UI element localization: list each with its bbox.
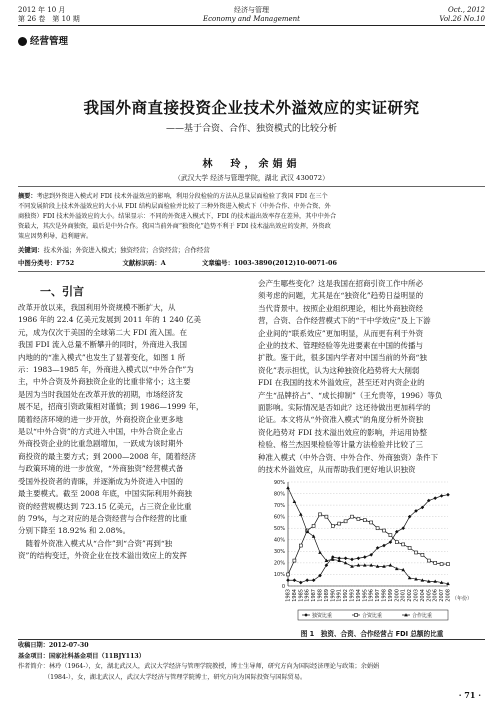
- text-line: 元，成为仅次于美国的全球第二大 FDI 流入国。在: [18, 327, 187, 337]
- y-tick-label: 20%: [273, 560, 285, 567]
- y-tick-label: 70%: [273, 502, 285, 509]
- data-point: [357, 556, 361, 560]
- data-point: [293, 578, 297, 582]
- footnote-rule: [18, 639, 485, 640]
- data-point: [421, 553, 424, 556]
- abstract-line: 资最大，其次是外商独资，最后是中外合作。我国当前外商“独资化”趋势不利于 FDI 技术溢出效应的发挥，外资政: [18, 223, 331, 230]
- affiliation: （武汉大学 经济与管理学院，湖北 武汉 430072）: [174, 174, 329, 182]
- x-tick-label: 1983: [285, 589, 292, 602]
- legend-marker: [355, 614, 358, 617]
- y-tick-label: 90%: [273, 479, 285, 486]
- data-point: [389, 534, 392, 537]
- article-number: 文章编号：1003-3890(2012)10-0071-06: [202, 259, 337, 267]
- x-tick-label: 1985: [298, 589, 305, 602]
- figure-1: [258, 478, 486, 640]
- data-point: [351, 515, 354, 518]
- text-line: 企业的技术、管理经验等先进要素在中国的传播与: [258, 341, 423, 351]
- text-line: 商投资的最主要方式；到 2000—2008 年，随着经济: [18, 451, 196, 461]
- text-line: 随着外资准入模式从“合作”到“合资”再到“独: [18, 538, 173, 548]
- text-line: 论证。本文将从“外资准入模式”的角度分析外资独: [258, 415, 424, 425]
- abstract-line: 不同发展阶段上技术外溢效应的大小从 FDI 结构层面检验并比较了三种外资进入模式下（中外合作、中外合资、外: [18, 203, 331, 210]
- data-point: [446, 493, 450, 497]
- doc-code: 文献标识码：A: [122, 259, 166, 267]
- data-point: [434, 561, 437, 564]
- x-tick-label: 2005: [426, 589, 433, 602]
- data-point: [408, 546, 411, 549]
- data-point: [312, 524, 315, 527]
- data-point: [319, 513, 322, 516]
- abstract-label: 摘要：: [18, 193, 37, 200]
- data-point: [299, 581, 303, 585]
- data-point: [344, 520, 347, 523]
- line-chart: [258, 478, 486, 626]
- figure-caption: 图 1 独资、合资、合作经营占 FDI 总额的比重: [300, 630, 444, 638]
- text-line: 资化”表示担忧，认为这种独资化趋势将大大削弱: [258, 365, 420, 375]
- text-line: 须考虑的问题，尤其是在“独资化”趋势日益明显的: [258, 291, 424, 301]
- keywords: [18, 245, 485, 255]
- x-tick-label: 1994: [355, 589, 362, 602]
- data-point: [427, 559, 430, 562]
- series-line-1: [288, 495, 448, 583]
- header-date: 2012 年 10 月: [18, 6, 66, 14]
- text-line: 扩散。鉴于此，很多国内学者对中国当前的外商“独: [258, 353, 427, 363]
- text-line: 面影响。实际情况是否如此？这还待做出更加科学的: [258, 403, 431, 413]
- abstract-line: 商独资）FDI 技术外溢效应的大小。结果显示：不同的外资进入模式下，FDI 的技术溢出效率存在差异，其中中外合: [18, 213, 337, 220]
- x-tick-label: 1993: [349, 589, 356, 602]
- x-tick-label: 2001: [400, 589, 407, 602]
- clc-number: 中图分类号：F752: [18, 259, 75, 267]
- x-tick-label: 1997: [375, 589, 382, 602]
- header-volume: 第 26 卷 第 10 期: [18, 15, 80, 23]
- y-tick-label: 0: [281, 583, 285, 590]
- received-date: 收稿日期：2012-07-30: [18, 642, 89, 649]
- x-tick-label: 1996: [368, 589, 375, 602]
- x-tick-label: 1986: [304, 589, 311, 602]
- data-point: [350, 558, 354, 562]
- y-tick-label: 80%: [273, 491, 285, 498]
- text-line: 随着经济环境的进一步开放，外商投资企业更多地: [18, 414, 183, 424]
- header-journal-en: Economy and Management: [203, 15, 300, 23]
- left-column: [18, 302, 246, 563]
- authors: 林 玲，余娟娟: [202, 159, 301, 170]
- x-tick-label: 1990: [330, 589, 337, 602]
- text-line: 内地的的“准入模式”也发生了显著变化，如图 1 所: [18, 352, 186, 362]
- legend-label: 合资比重: [362, 613, 383, 619]
- text-line: 种准入模式（中外合资、中外合作、外商独资）条件下: [258, 452, 438, 462]
- data-point: [286, 578, 290, 582]
- text-line: 我国 FDI 流入总量不断攀升的同时，外商进入我国: [18, 340, 187, 350]
- x-tick-label: 1989: [323, 589, 330, 602]
- x-tick-label: 1998: [381, 589, 388, 602]
- data-point: [325, 515, 328, 518]
- y-tick-label: 10%: [273, 572, 285, 579]
- section-tag: [18, 33, 68, 47]
- data-point: [286, 486, 290, 489]
- y-tick-label: 60%: [273, 514, 285, 521]
- text-line: 分别下降至 18.92% 和 2.08%。: [18, 526, 131, 536]
- data-point: [305, 578, 309, 582]
- data-point: [389, 540, 393, 544]
- abstract-rule-top: [18, 186, 485, 187]
- data-point: [331, 524, 334, 527]
- x-tick-label: 1999: [387, 589, 394, 602]
- legend-marker: [304, 613, 308, 617]
- article-title: 我国外商直接投资企业技术外溢效应的实证研究: [83, 99, 420, 117]
- header-rule: [18, 25, 485, 26]
- text-line: 资的经营规模达到 723.15 亿美元，占三资企业比重: [18, 501, 192, 511]
- legend-label: 合作比重: [412, 613, 433, 619]
- data-point: [382, 544, 386, 548]
- text-line: 企业间的“联系效应”更加明显，从而更有利于外资: [258, 328, 424, 338]
- data-point: [433, 496, 437, 500]
- x-tick-label: 2003: [413, 589, 420, 602]
- text-line: 营，合资、合作经营模式下的“干中学效应”及上下游: [258, 316, 431, 326]
- text-line: 是以“中外合资”的方式进入中国，中外合资企业占: [18, 427, 184, 437]
- data-point: [401, 526, 405, 530]
- x-tick-label: 2000: [394, 589, 401, 602]
- data-point: [395, 541, 398, 544]
- y-tick-label: 50%: [273, 526, 285, 533]
- data-point: [440, 494, 444, 498]
- text-line: 外商投资企业的比重急剧增加，一跃成为该时期外: [18, 439, 183, 449]
- data-point: [395, 530, 399, 534]
- text-line: 产生“品牌挤占”、“成长抑制”（王允贵等，1996）等负: [258, 390, 443, 400]
- data-point: [344, 556, 348, 560]
- x-tick-label: 2002: [407, 589, 414, 602]
- data-point: [389, 563, 393, 566]
- data-point: [363, 555, 367, 559]
- x-tick-label: 2006: [432, 589, 439, 602]
- series-line-3: [288, 488, 448, 584]
- right-column: [258, 278, 486, 477]
- section-tag-label: 经营管理: [30, 36, 69, 47]
- text-line: 资化趋势对 FDI 技术溢出效应的影响，并运用协整: [258, 427, 427, 437]
- text-line: 受国外投资者的青睐，并逐渐成为外资进入中国的: [18, 476, 183, 486]
- text-line: 1986 年的 22.4 亿美元发展到 2011 年的 1 240 亿美: [18, 315, 202, 325]
- header-journal: 经济与管理: [234, 6, 269, 14]
- header-date-en: Oct., 2012: [448, 6, 485, 14]
- footnotes: [18, 641, 485, 683]
- abstract-line: 摘要：考虑到外资进入模式对 FDI 技术外溢效应的影响，利用分段检验的方法从总量层面检验了我国 FDI 在三个: [18, 193, 328, 200]
- x-tick-label: 1995: [362, 589, 369, 602]
- data-point: [402, 543, 405, 546]
- text-line: 主，中外合资及外商独资企业的比重非常小；这主要: [18, 377, 191, 387]
- fund-info: 基金项目：国家社科基金项目（11BJY113）: [18, 652, 145, 660]
- text-line: 最主要模式。截至 2008 年底，中国实际利用外商独: [18, 489, 192, 499]
- text-line: FDI 在我国的技术外溢效应，甚至还对内资企业的: [258, 378, 425, 388]
- data-point: [357, 517, 360, 520]
- abstract-rule-bottom: [18, 271, 485, 272]
- header-volume-en: Vol.26 No.10: [439, 15, 485, 23]
- data-point: [370, 521, 373, 524]
- text-line: 会产生哪些变化？这是我国在招商引资工作中所必: [258, 279, 423, 288]
- data-point: [415, 551, 418, 554]
- data-point: [363, 519, 366, 522]
- section-heading: 一、引言: [40, 285, 84, 298]
- text-line: 的技术外溢效应，从而帮助我们更好地认识独资: [258, 465, 416, 475]
- x-tick-label: 1984: [291, 589, 298, 602]
- x-tick-label: 2004: [419, 589, 426, 602]
- y-tick-label: 30%: [273, 549, 285, 556]
- x-tick-label: 1988: [317, 589, 324, 602]
- x-tick-label: 1987: [311, 589, 318, 602]
- author-bio: 作者简介：林玲（1964-），女，湖北武汉人，武汉大学经济与管理学院教授，博士生导师，研究方向为国际经济理论与政策；余娟娟: [18, 663, 380, 671]
- legend-label: 独资比重: [312, 613, 333, 619]
- text-line: 的 79%，与之对应的是合资经营与合作经营的比重: [18, 513, 188, 523]
- abstract: [18, 192, 485, 242]
- data-point: [293, 500, 297, 503]
- x-axis-label: （年份）: [452, 596, 473, 602]
- data-point: [395, 567, 399, 570]
- data-point: [312, 534, 316, 537]
- data-point: [299, 512, 303, 515]
- text-line: 展不足，招商引资政策相对谨慎；到 1986—1999 年，: [18, 402, 204, 412]
- text-line: 是因为当时我国处在改革开放的初期，市场经济发: [18, 389, 183, 399]
- x-tick-label: 2007: [439, 589, 446, 602]
- text-line: 示：1983—1985 年，外商进入模式以“中外合作”为: [18, 365, 194, 375]
- data-point: [338, 522, 341, 525]
- text-line: 检验、格兰杰因果检验等计量方法检验并比较了三: [258, 440, 423, 450]
- data-point: [299, 544, 302, 547]
- abstract-line: 策应因势利导，趋利避害。: [18, 233, 93, 240]
- data-point: [383, 529, 386, 532]
- page-number: · 71 ·: [458, 690, 481, 700]
- x-tick-label: 2008: [445, 589, 452, 602]
- x-tick-label: 1992: [343, 589, 350, 602]
- bullet-icon: [18, 37, 27, 46]
- text-line: 资”的结构变迁，外资企业在技术溢出效应上的发挥: [18, 551, 187, 561]
- text-line: 改革开放以来，我国利用外资规模不断扩大，从: [18, 303, 176, 312]
- text-line: 当代背景中。按照企业组织理论，相比外商独资经: [258, 303, 423, 313]
- data-point: [287, 573, 290, 576]
- data-point: [440, 563, 443, 566]
- classification: [18, 258, 485, 268]
- y-tick-label: 40%: [273, 537, 285, 544]
- data-point: [376, 527, 379, 530]
- data-point: [447, 563, 450, 566]
- article-subtitle: ——基于合资、合作、独资模式的比较分析: [165, 124, 337, 134]
- keywords-label: 关键词：: [18, 246, 44, 254]
- text-line: 与政策环境的进一步放宽，“外商独资”经营模式备: [18, 464, 184, 474]
- data-point: [318, 551, 322, 554]
- x-tick-label: 1991: [336, 589, 343, 602]
- data-point: [293, 559, 296, 562]
- keywords-text: 技术外溢；外资进入模式；独资经营；合资经营；合作经营: [43, 246, 210, 254]
- author-bio-cont: （1984-），女，湖北武汉人，武汉大学经济与管理学院博士，研究方向为国际投资与国际贸易。: [44, 673, 307, 681]
